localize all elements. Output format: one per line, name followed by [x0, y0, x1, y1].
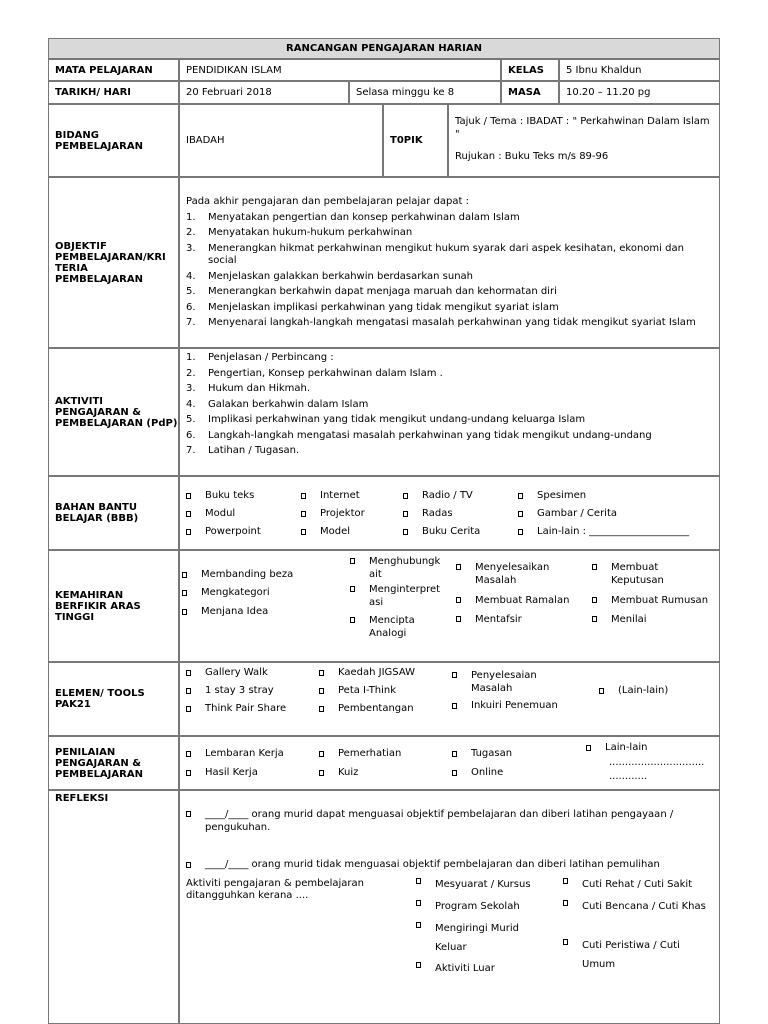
list-number: 5.: [186, 414, 196, 425]
list-text: Menyatakan hukum-hukum perkahwinan: [208, 227, 413, 238]
objective-item: [186, 212, 713, 225]
checkbox-label: Lembaran Kerja: [205, 748, 284, 759]
checkbox-label: Menyelesaikan Masalah: [475, 562, 550, 586]
checkbox-icon: [518, 511, 523, 517]
checkbox-label: Cuti Peristiwa / Cuti Umum: [582, 940, 680, 970]
activities-label: AKTIVITI PENGAJARAN & PEMBELAJARAN (PdP): [48, 348, 179, 476]
kbat-option[interactable]: [350, 555, 441, 581]
list-text: Galakan berkahwin dalam Islam: [208, 398, 369, 410]
checkbox-label: Membuat Rumusan: [611, 595, 709, 606]
list-text: Menerangkan hikmat perkahwinan mengikut hukum syarak dari aspek kesihatan, ekonomi dan social: [208, 242, 684, 266]
bbb-option[interactable]: [403, 508, 453, 519]
checkbox-label: Spesimen: [537, 490, 587, 501]
objective-item: [186, 302, 713, 315]
checkbox-label: Mengiringi Murid Keluar: [435, 923, 519, 953]
postpone-reason[interactable]: [563, 897, 708, 916]
checkbox-label: Kaedah JIGSAW: [338, 667, 416, 678]
checkbox-icon: [563, 939, 568, 945]
list-text: Menyatakan pengertian dan konsep perkahwinan dalam Islam: [208, 211, 520, 223]
reflection-cell: [179, 790, 720, 1024]
checkbox-label: Think Pair Share: [205, 703, 287, 714]
checkbox-label: Cuti Rehat / Cuti Sakit: [582, 879, 693, 890]
objective-item: [186, 286, 713, 299]
checkbox-icon: [416, 962, 421, 968]
checkbox-icon: [186, 511, 191, 517]
topic-cell: [448, 104, 720, 177]
list-text: Penjelasan / Perbincang :: [208, 352, 334, 363]
checkbox-icon: [301, 493, 306, 499]
list-text: Menjelaskan galakkan berkahwin berdasarkan sunah: [208, 270, 473, 282]
document-title: RANCANGAN PENGAJARAN HARIAN: [48, 38, 720, 59]
pak21-option[interactable]: [452, 700, 558, 711]
kbat-label: KEMAHIRAN BERFIKIR ARAS TINGGI: [48, 550, 179, 662]
checkbox-icon: [592, 616, 597, 622]
checkbox-icon: [301, 511, 306, 517]
checkbox-label: Online: [471, 767, 504, 778]
pak21-option[interactable]: [319, 667, 415, 678]
pak21-option[interactable]: [186, 703, 286, 714]
checkbox-icon: [563, 878, 568, 884]
checkbox-icon: [319, 688, 324, 694]
checkbox-icon: [319, 751, 324, 757]
list-text: Menyenarai langkah-langkah mengatasi masalah perkahwinan yang tidak mengikut syariat Islam: [208, 317, 696, 328]
list-number: 2.: [186, 227, 196, 238]
checkbox-icon: [301, 529, 306, 535]
checkbox-icon: [186, 493, 191, 499]
assessment-blank-line[interactable]: ..............................: [609, 757, 705, 768]
subject-label: MATA PELAJARAN: [48, 59, 179, 81]
activity-item: [186, 445, 713, 458]
checkbox-icon: [319, 770, 324, 776]
checkbox-label: Membuat Ramalan: [475, 595, 570, 606]
objectives-label: OBJEKTIF PEMBELAJARAN/KRI TERIA PEMBELAJARAN: [48, 177, 179, 348]
checkbox-icon: [456, 597, 461, 603]
pak21-option[interactable]: [186, 685, 274, 696]
checkbox-icon: [456, 564, 461, 570]
assessment-option[interactable]: [319, 748, 401, 759]
checkbox-label: Pembentangan: [338, 703, 414, 714]
checkbox-label: Membanding beza: [201, 569, 294, 580]
postpone-reason[interactable]: [563, 936, 708, 974]
assessment-option[interactable]: [452, 748, 512, 759]
checkbox-label: Program Sekolah: [435, 901, 520, 912]
assessment-option[interactable]: [586, 742, 647, 753]
checkbox-icon: [186, 751, 191, 757]
objective-item: [186, 317, 713, 330]
postpone-reason[interactable]: [416, 897, 520, 916]
checkbox-icon: [518, 493, 523, 499]
kbat-option[interactable]: [182, 606, 268, 617]
objective-item: [186, 227, 713, 240]
checkbox-icon: [403, 511, 408, 517]
class-value: 5 Ibnu Khaldun: [559, 59, 720, 81]
list-text: Latihan / Tugasan.: [208, 445, 300, 456]
bbb-cell: [179, 476, 720, 550]
checkbox-icon: [563, 900, 568, 906]
subject-value: PENDIDIKAN ISLAM: [179, 59, 501, 81]
checkbox-icon: [599, 688, 604, 694]
checkbox-icon: [186, 770, 191, 776]
list-number: 2.: [186, 367, 196, 379]
pak21-option[interactable]: [452, 669, 567, 695]
checkbox-icon: [518, 529, 523, 535]
list-number: 4.: [186, 398, 196, 410]
list-text: Implikasi perkahwinan yang tidak mengikut undang-undang keluarga Islam: [208, 414, 586, 425]
activity-item: [186, 368, 713, 381]
topic-label: T0PIK: [383, 104, 448, 177]
checkbox-icon: [350, 617, 355, 623]
time-value: 10.20 – 11.20 pg: [559, 81, 720, 104]
bbb-option[interactable]: [518, 490, 586, 501]
bbb-option[interactable]: [518, 508, 617, 519]
checkbox-icon: [186, 688, 191, 694]
checkbox-icon: [416, 900, 421, 906]
list-number: 1.: [186, 211, 196, 223]
bbb-option[interactable]: [186, 490, 254, 501]
checkbox-label: Radas: [422, 508, 453, 519]
kbat-cell: [179, 550, 720, 662]
checkbox-icon: [592, 597, 597, 603]
list-text: Menerangkan berkahwin dapat menjaga maruah dan kehormatan diri: [208, 286, 557, 297]
list-text: Hukum dan Hikmah.: [208, 383, 311, 394]
checkbox-label: Menjana Idea: [201, 606, 269, 617]
kbat-option[interactable]: [182, 569, 293, 580]
checkbox-label: Membuat Keputusan: [611, 562, 664, 586]
checkbox-label: Lain-lain : ____________________: [537, 526, 690, 537]
checkbox-icon: [350, 558, 355, 564]
list-text: Langkah-langkah mengatasi masalah perkahwinan yang tidak mengikut undang-undang: [208, 429, 652, 441]
checkbox-icon: [416, 878, 421, 884]
checkbox-label: Powerpoint: [205, 526, 261, 537]
checkbox-label: Lain-lain: [605, 742, 648, 753]
checkbox-label: Buku Cerita: [422, 526, 481, 537]
checkbox-icon: [586, 745, 591, 751]
assessment-cell: [179, 736, 720, 790]
list-number: 3.: [186, 383, 196, 394]
checkbox-label: Kuiz: [338, 767, 359, 778]
kbat-option[interactable]: [350, 583, 441, 609]
bbb-option[interactable]: [186, 526, 261, 537]
week-value: Selasa minggu ke 8: [349, 81, 501, 104]
pak21-option[interactable]: [319, 703, 414, 714]
checkbox-icon: [319, 670, 324, 676]
topic-title: Tajuk / Tema : IBADAT : " Perkahwinan Dalam Islam ": [455, 116, 710, 140]
list-number: 4.: [186, 270, 196, 282]
date-label: TARIKH/ HARI: [48, 81, 179, 104]
checkbox-label: Peta I-Think: [338, 685, 397, 696]
checkbox-label: Modul: [205, 508, 236, 519]
checkbox-icon: [403, 529, 408, 535]
checkbox-label: Mencipta Analogi: [369, 615, 415, 639]
kbat-option[interactable]: [456, 594, 586, 607]
bbb-option[interactable]: [403, 526, 480, 537]
class-label: KELAS: [501, 59, 559, 81]
learning-area-value: IBADAH: [179, 104, 383, 177]
list-number: 3.: [186, 242, 196, 254]
checkbox-label: Cuti Bencana / Cuti Khas: [582, 901, 706, 912]
checkbox-label: Mengkategori: [201, 587, 270, 598]
date-value: 20 Februari 2018: [179, 81, 349, 104]
activity-item: [186, 352, 713, 365]
checkbox-icon: [186, 529, 191, 535]
checkbox-label: Radio / TV: [422, 490, 473, 501]
checkbox-icon: [182, 609, 187, 615]
checkbox-icon: [452, 770, 457, 776]
checkbox-label: Penyelesaian Masalah: [471, 670, 537, 694]
checkbox-icon: [452, 672, 457, 678]
kbat-option[interactable]: [456, 561, 576, 587]
learning-area-label: BIDANG PEMBELAJARAN: [48, 104, 179, 177]
kbat-option[interactable]: [592, 613, 707, 626]
checkbox-icon: [592, 564, 597, 570]
checkbox-icon: [416, 922, 421, 928]
activity-item: [186, 414, 713, 427]
list-number: 7.: [186, 445, 196, 456]
checkbox-icon: [186, 862, 191, 868]
checkbox-label: Mesyuarat / Kursus: [435, 879, 531, 890]
checkbox-icon: [452, 703, 457, 709]
pak21-label: ELEMEN/ TOOLS PAK21: [48, 662, 179, 736]
kbat-option[interactable]: [350, 614, 425, 640]
checkbox-icon: [456, 616, 461, 622]
activity-item: [186, 430, 713, 443]
checkbox-label: Pemerhatian: [338, 748, 402, 759]
bbb-option[interactable]: [301, 526, 350, 537]
kbat-option[interactable]: [182, 587, 270, 598]
checkbox-label: Inkuiri Penemuan: [471, 700, 558, 711]
bbb-option[interactable]: [301, 490, 360, 501]
list-number: 1.: [186, 352, 196, 363]
objectives-list: [186, 212, 713, 330]
checkbox-label: Tugasan: [471, 748, 513, 759]
checkbox-icon: [182, 572, 187, 578]
checkbox-label: Internet: [320, 490, 360, 501]
postpone-reason[interactable]: [416, 875, 531, 894]
objective-item: [186, 243, 713, 268]
topic-reference: Rujukan : Buku Teks m/s 89-96: [455, 151, 609, 162]
kbat-option[interactable]: [592, 561, 707, 587]
bbb-option[interactable]: [403, 490, 473, 501]
checkbox-label: 1 stay 3 stray: [205, 685, 274, 696]
postpone-reason[interactable]: [416, 919, 531, 957]
checkbox-label: Mentafsir: [475, 614, 522, 625]
checkbox-label: Gambar / Cerita: [537, 508, 618, 519]
checkbox-icon: [182, 590, 187, 596]
checkbox-label: Gallery Walk: [205, 667, 268, 678]
list-number: 5.: [186, 286, 196, 297]
assessment-option[interactable]: [186, 767, 258, 778]
checkbox-label: Projektor: [320, 508, 365, 519]
pak21-option[interactable]: [599, 685, 668, 696]
list-text: Menjelaskan implikasi perkahwinan yang tidak mengikut syariat islam: [208, 301, 559, 313]
checkbox-icon: [403, 493, 408, 499]
checkbox-label: Menghubungk ait: [369, 556, 441, 580]
activity-item: [186, 383, 713, 396]
checkbox-label: Hasil Kerja: [205, 767, 258, 778]
checkbox-label: (Lain-lain): [618, 685, 669, 696]
checkbox-icon: [186, 811, 191, 817]
list-text: Pengertian, Konsep perkahwinan dalam Islam .: [208, 367, 443, 379]
bbb-label: BAHAN BANTU BELAJAR (BBB): [48, 476, 179, 550]
checkbox-icon: [319, 706, 324, 712]
objectives-intro: Pada akhir pengajaran dan pembelajaran pelajar dapat :: [186, 196, 469, 207]
assessment-option[interactable]: [186, 748, 284, 759]
checkbox-label: Menilai: [611, 614, 647, 625]
checkbox-icon: [350, 586, 355, 592]
bbb-option[interactable]: [301, 508, 365, 519]
checkbox-label: Model: [320, 526, 351, 537]
pak21-cell: [179, 662, 720, 736]
kbat-option[interactable]: [456, 613, 576, 626]
list-number: 7.: [186, 317, 196, 328]
postponed-note: Aktiviti pengajaran & pembelajaran ditangguhkan kerana ....: [186, 878, 364, 901]
bbb-option[interactable]: [518, 526, 689, 537]
time-label: MASA: [501, 81, 559, 104]
pak21-option[interactable]: [186, 667, 268, 678]
reflection-label: REFLEKSI: [48, 790, 179, 1024]
assessment-option[interactable]: [319, 767, 358, 778]
activities-list: [186, 352, 713, 458]
postpone-reason[interactable]: [416, 959, 495, 978]
objective-item: [186, 271, 713, 284]
kbat-option[interactable]: [592, 594, 727, 607]
activity-item: [186, 399, 713, 412]
reflection-mastered[interactable]: ____/____ orang murid dapat menguasai objektif pembelajaran dan diberi latihan pengayaan / pengukuhan.: [186, 808, 706, 834]
checkbox-label: Buku teks: [205, 490, 255, 501]
bbb-option[interactable]: [186, 508, 235, 519]
assessment-option[interactable]: [452, 767, 503, 778]
activities-cell: [179, 348, 720, 476]
assessment-blank-line[interactable]: ............: [609, 771, 648, 782]
list-number: 6.: [186, 429, 196, 441]
checkbox-icon: [452, 751, 457, 757]
checkbox-icon: [186, 706, 191, 712]
postpone-reason[interactable]: [563, 875, 692, 894]
checkbox-label: Menginterpret asi: [369, 584, 441, 608]
assessment-label: PENILAIAN PENGAJARAN & PEMBELAJARAN: [48, 736, 179, 790]
checkbox-icon: [186, 670, 191, 676]
pak21-option[interactable]: [319, 685, 396, 696]
checkbox-label: Aktiviti Luar: [435, 963, 495, 974]
list-number: 6.: [186, 301, 196, 313]
objectives-cell: [179, 177, 720, 348]
reflection-not-mastered[interactable]: ____/____ orang murid tidak menguasai objektif pembelajaran dan diberi latihan pemulihan: [186, 859, 660, 870]
